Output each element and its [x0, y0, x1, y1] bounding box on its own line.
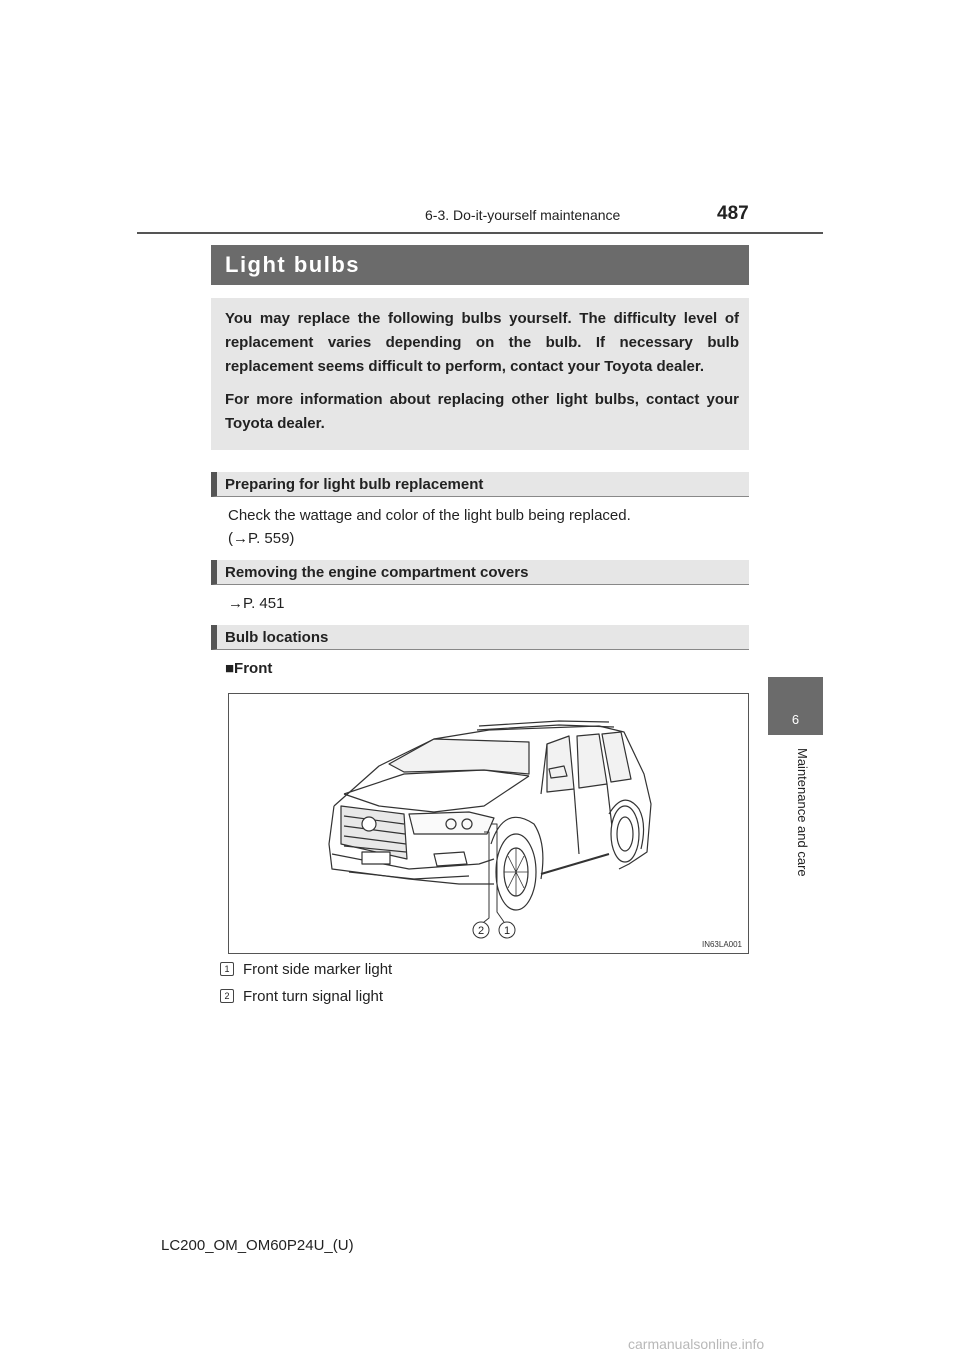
section-heading-bulb-locations: Bulb locations — [211, 625, 749, 650]
page-number: 487 — [717, 203, 749, 224]
section-heading-removing: Removing the engine compartment covers — [211, 560, 749, 585]
intro-paragraph-1: You may replace the following bulbs yourself. The difficulty level of replacement varies depending on the bulb. If necessary bulb replacement seems difficult to perform, contact your Toyota dealer. — [225, 310, 739, 375]
chapter-tab-number: 6 — [791, 712, 800, 727]
callout-2: 2 — [477, 925, 485, 937]
section-heading-preparing: Preparing for light bulb replacement — [211, 472, 749, 497]
legend-label-1: Front side marker light — [243, 961, 393, 978]
page-title: Light bulbs — [211, 245, 749, 285]
front-subheading: ■Front — [225, 660, 273, 677]
legend-number-1: 1 — [220, 962, 234, 976]
callout-1: 1 — [503, 925, 511, 937]
figure-code: IN63LA001 — [701, 940, 742, 949]
document-footer: LC200_OM_OM60P24U_(U) — [161, 1237, 354, 1254]
vehicle-illustration — [228, 693, 749, 954]
header-rule — [137, 232, 823, 234]
intro-box — [211, 298, 749, 450]
preparing-text-line-2: (→P. 559) — [228, 530, 295, 547]
legend-label-2: Front turn signal light — [243, 988, 384, 1005]
chapter-tab-label: Maintenance and care — [795, 748, 810, 877]
legend-number-2: 2 — [220, 989, 234, 1003]
suv-drawing — [229, 694, 748, 953]
intro-paragraph-2: For more information about replacing other light bulbs, contact your Toyota dealer. — [225, 391, 739, 432]
watermark: carmanualsonline.info — [628, 1336, 765, 1352]
removing-page-reference: →P. 451 — [228, 595, 285, 612]
preparing-text-line-1: Check the wattage and color of the light bulb being replaced. — [228, 507, 631, 524]
running-header-section: 6-3. Do-it-yourself maintenance — [425, 207, 621, 223]
